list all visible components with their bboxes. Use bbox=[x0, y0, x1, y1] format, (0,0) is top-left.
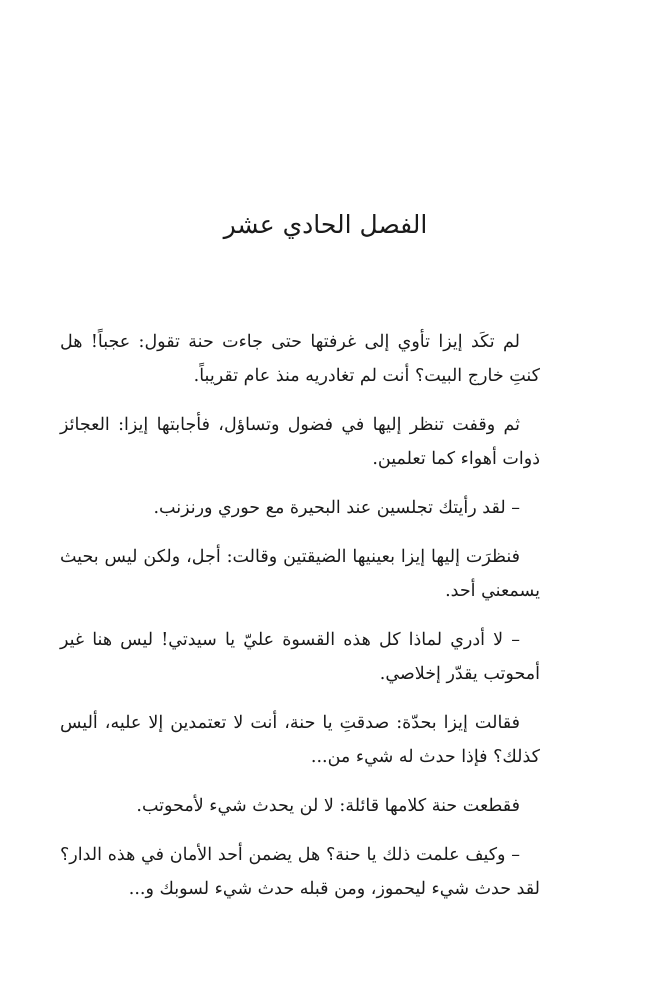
paragraph: لم تكَد إيزا تأوي إلى غرفتها حتى جاءت حنة تقول: عجباً! هل كنتِ خارج البيت؟ أنت لم تغادريه منذ عام تقريباً. bbox=[60, 332, 540, 386]
chapter-title: الفصل الحادي عشر bbox=[223, 210, 428, 239]
paragraph: فقالت إيزا بحدّة: صدقتِ يا حنة، أنت لا تعتمدين إلا عليه، أليس كذلك؟ فإذا حدث له شيء من... bbox=[60, 713, 540, 767]
chapter-body bbox=[60, 325, 540, 921]
paragraph: فنظرَت إليها إيزا بعينيها الضيقتين وقالت: أجل، ولكن ليس بحيث يسمعني أحد. bbox=[60, 547, 540, 601]
paragraph: ثم وقفت تنظر إليها في فضول وتساؤل، فأجابتها إيزا: العجائز ذوات أهواء كما تعلمين. bbox=[60, 415, 540, 469]
paragraph: – لقد رأيتك تجلسين عند البحيرة مع حوري ورنزنب. bbox=[153, 498, 520, 518]
paragraph: – لا أدري لماذا كل هذه القسوة عليّ يا سيدتي! ليس هنا غير أمحوتب يقدّر إخلاصي. bbox=[60, 630, 540, 684]
paragraph: فقطعت حنة كلامها قائلة: لا لن يحدث شيء لأمحوتب. bbox=[136, 796, 520, 816]
paragraph: – وكيف علمت ذلك يا حنة؟ هل يضمن أحد الأمان في هذه الدار؟ لقد حدث شيء ليحموز، ومن قبله حدث شيء لسوبك و... bbox=[60, 845, 540, 899]
